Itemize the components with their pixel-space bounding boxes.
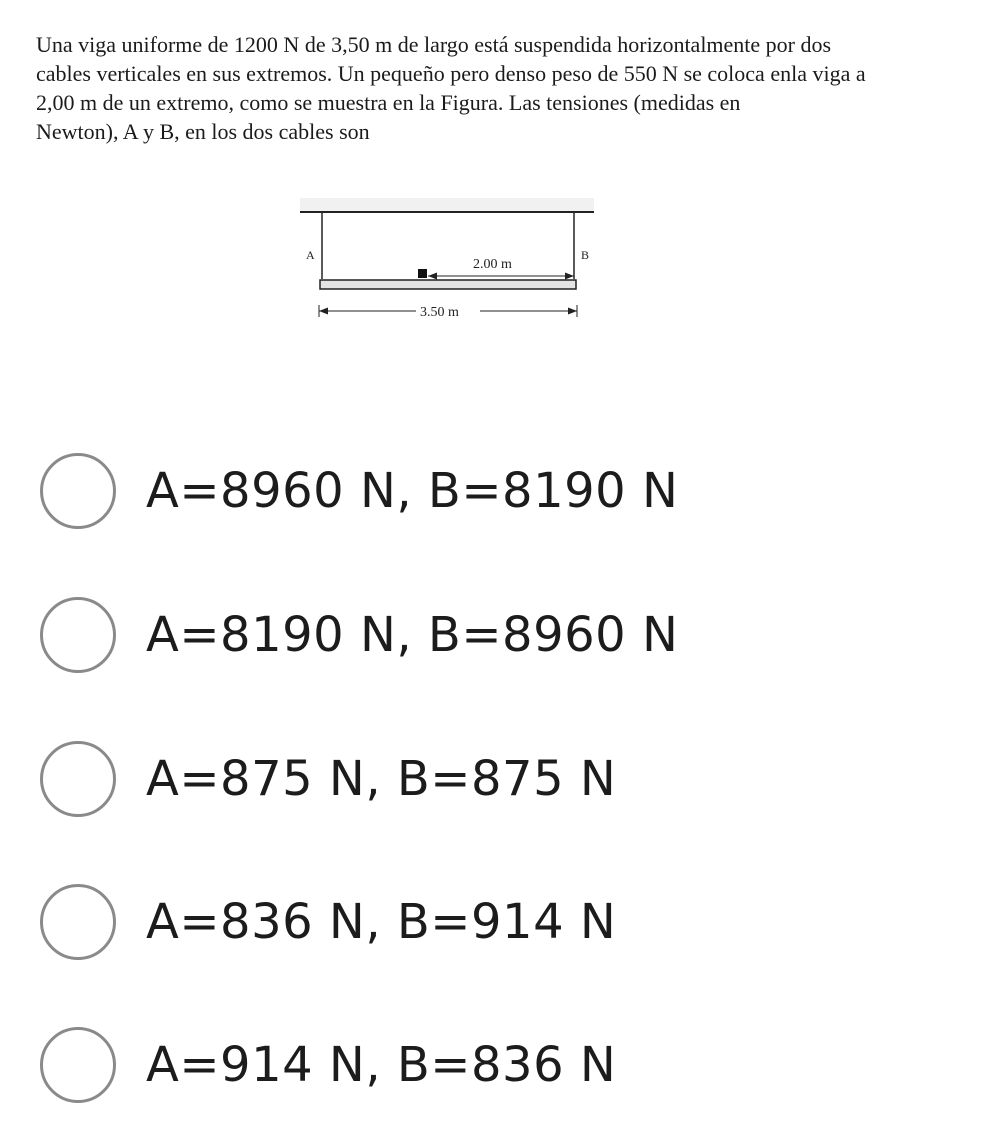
question-text (36, 30, 966, 146)
weight-block (418, 269, 427, 278)
radio-button[interactable] (40, 884, 116, 960)
answer-option-label[interactable]: A=8190 N, B=8960 N (146, 607, 679, 663)
dim-long-arrow-left (319, 308, 328, 315)
question-line: cables verticales en sus extremos. Un pequeño pero denso peso de 550 N se coloca enla viga a (36, 61, 866, 86)
answer-option[interactable] (40, 741, 820, 825)
radio-button[interactable] (40, 597, 116, 673)
dim-short-label: 2.00 m (473, 257, 512, 272)
answer-option[interactable] (40, 453, 820, 537)
beam-diagram (290, 192, 610, 327)
dim-long-arrow-right (568, 308, 577, 315)
cable-a-label: A (306, 248, 315, 262)
radio-button[interactable] (40, 741, 116, 817)
answer-option[interactable] (40, 1027, 820, 1111)
dim-long-label: 3.50 m (420, 305, 459, 320)
beam-figure (290, 192, 610, 327)
question-line: 2,00 m de un extremo, como se muestra en la Figura. Las tensiones (medidas en (36, 90, 741, 115)
ceiling-hatch (300, 198, 594, 212)
answer-option-label[interactable]: A=914 N, B=836 N (146, 1037, 617, 1093)
beam (320, 280, 576, 289)
answer-option-label[interactable]: A=836 N, B=914 N (146, 894, 617, 950)
question-line: Newton), A y B, en los dos cables son (36, 119, 370, 144)
radio-button[interactable] (40, 453, 116, 529)
answer-option-label[interactable]: A=8960 N, B=8190 N (146, 463, 679, 519)
question-line: Una viga uniforme de 1200 N de 3,50 m de largo está suspendida horizontalmente por dos (36, 32, 832, 57)
cable-b-label: B (581, 248, 590, 262)
dim-short-arrow-left (428, 273, 437, 280)
answer-option-label[interactable]: A=875 N, B=875 N (146, 751, 617, 807)
dim-short-arrow-right (565, 273, 574, 280)
answer-option[interactable] (40, 884, 820, 968)
answer-option[interactable] (40, 597, 820, 681)
radio-button[interactable] (40, 1027, 116, 1103)
